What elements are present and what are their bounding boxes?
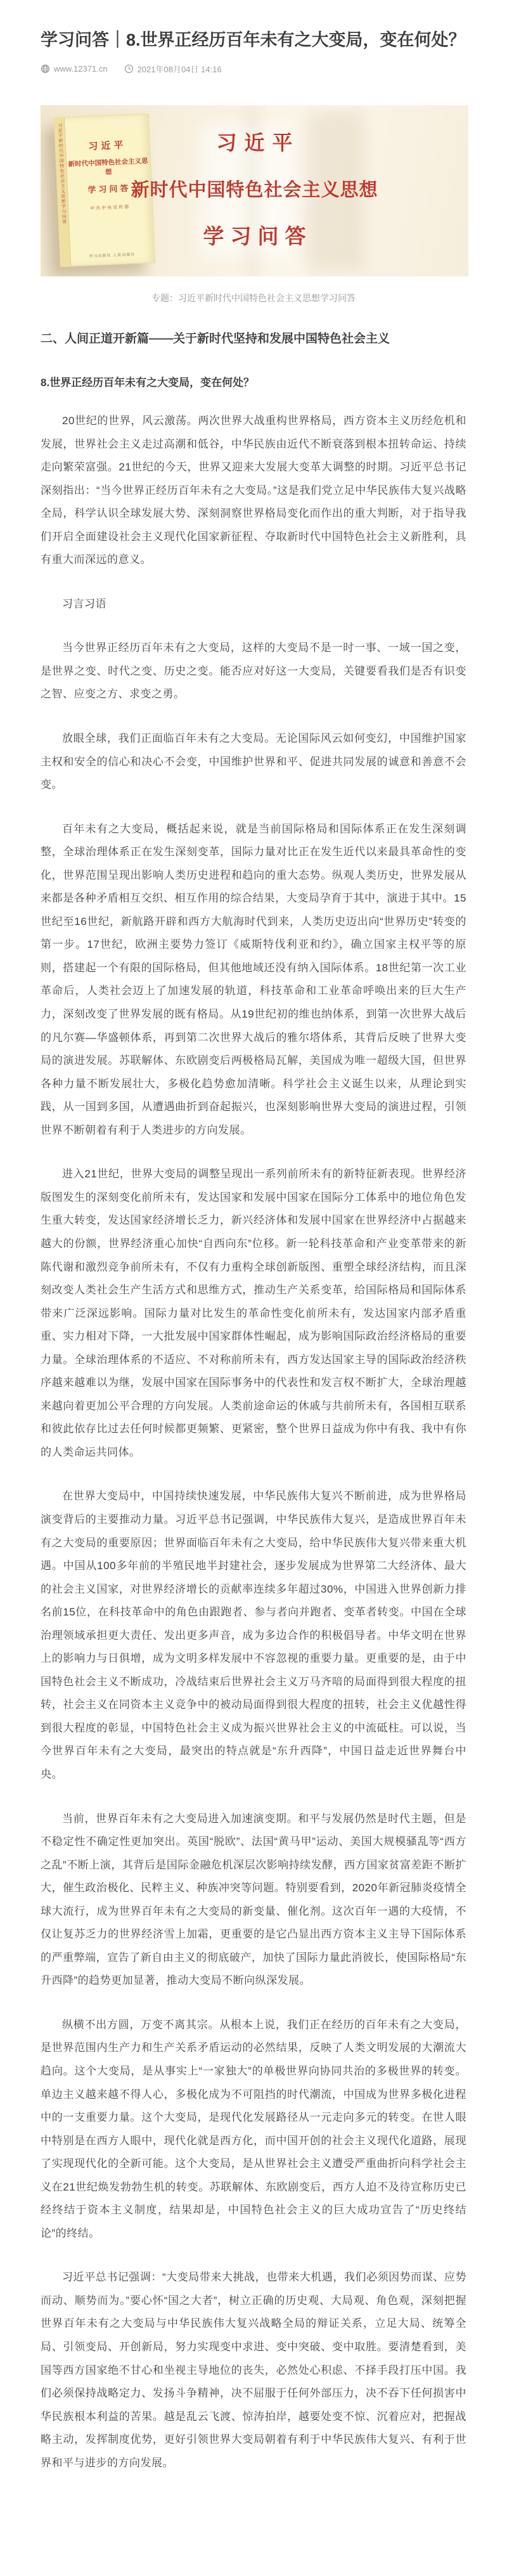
banner-headline-line1: 习近平: [216, 131, 300, 154]
meta-date-text: 2021年08月04日 14:16: [137, 64, 222, 74]
book-title-line2: 新时代中国特色社会主义思想: [68, 157, 148, 176]
image-caption: 专题：习近平新时代中国特色社会主义思想学习问答: [151, 292, 356, 303]
banner-headline-line2: 新时代中国特色社会主义思想: [131, 179, 378, 200]
clock-icon: [124, 64, 134, 74]
book-publishers: 学习出版社 人民出版社: [89, 252, 136, 259]
subheading-xiyan-xiyu: 习言习语: [62, 597, 106, 610]
page-title: 学习问答｜8.世界正经历百年未有之大变局，变在何处？: [41, 30, 466, 49]
meta-date: [124, 63, 222, 75]
meta-source-text: www.12371.cn: [54, 63, 108, 74]
banner-headline-line3: 学习问答: [203, 224, 312, 248]
article-paragraph: 习近平总书记强调：“大变局带来大挑战，也带来大机遇，我们必须因势而谋、应势而动、顺势而为。”要心怀“国之大者”，树立正确的历史观、大局观、角色观，深刻把握世界百年未有之大变局与中华民族伟大复兴战略全局的辩证关系，立足大局、统筹全局、引领变局、开创新局，努力实现变中求进、变中突破、变中取胜。要清楚看到，美国等西方国家绝不甘心和坐视主导地位的丧失，必然处心积虑、不择手段打压中国。我们必须保持战略定力、发扬斗争精神，决不屈服于任何外部压力，决不吞下任何损害中华民族根本利益的苦果。越是乱云飞渡、惊涛拍岸，越要处变不惊、沉着应对，把握战略主动，发挥制度优势，更好引领世界大变局朝着有利于中华民族伟大复兴、有利于世界和平与进步的方向发展。: [41, 2271, 466, 2469]
book-title-line3: 学习问答: [87, 183, 131, 195]
globe-icon: [41, 64, 50, 74]
book-subtitle: 中共中央宣传部: [90, 204, 131, 211]
article-paragraph: 当前，世界百年未有之大变局进入加速演变期。和平与发展仍然是时代主题，但是不稳定性不确定性更加突出。英国“脱欧”、法国“黄马甲”运动、美国大规模骚乱等“西方之乱”不断上演，其背后是国际金融危机深层次影响持续发酵，西方国家贫富差距不断扩大，催生政治极化、民粹主义、种族冲突等问题。特别要看到，2020年新冠肺炎疫情全球大流行，成为世界百年未有之大变局的新变量、催化剂。这次百年一遇的大疫情，不仅让复苏乏力的世界经济雪上加霜，更重要的是它凸显出西方资本主义主导下国际体系的严重弊端，宣告了新自由主义的彻底破产，加快了国际力量此消彼长，使国际格局“东升西降”的趋势更加显著，推动大变局不断向纵深发展。: [41, 1812, 466, 1987]
quote-paragraph: 当今世界正经历百年未有之大变局，这样的大变局不是一时一事、一域一国之变，是世界之变、时代之变、历史之变。能否应对好这一大变局，关键要看我们是否有识变之智、应变之方、求变之勇。: [41, 642, 466, 701]
meta-source: [41, 64, 108, 74]
article-paragraph: 纵横不出方圆，万变不离其宗。从根本上说，我们正在经历的百年未有之大变局，是世界范围内生产力和生产关系矛盾运动的必然结果，反映了人类文明发展的大潮流大趋向。这个大变局，是从事实上“一家独大”的单极世界向协同共治的多极世界的转变。单边主义越来越不得人心，多极化成为不可阻挡的时代潮流，中国成为世界多极化进程中的一支重要力量。这个大变局，是现代化发展路径从一元走向多元的转变。在世人眼中特别是在西方人眼中，现代化就是西方化，而中国开创的社会主义现代化道路，展现了实现现代化的全新可能。这个大变局，是从世界社会主义遭受严重曲折向科学社会主义在21世纪焕发勃勃生机的转变。苏联解体、东欧剧变后，西方人迫不及待宣称历史已经终结于资本主义制度，结果却是，中国特色社会主义的巨大成功宣告了“历史终结论”的终结。: [41, 2018, 466, 2239]
quote-paragraph: 放眼全球，我们正面临百年未有之大变局。无论国际风云如何变幻，中国维护国家主权和安全的信心和决心不会变，中国维护世界和平、促进共同发展的诚意和善意不会变。: [41, 732, 466, 791]
article-paragraph: 20世纪的世界，风云激荡。两次世界大战重构世界格局，西方资本主义历经危机和发展，世界社会主义走过高潮和低谷，中华民族由近代不断衰落到根本扭转命运、持续走向繁荣富强。21世纪的今天，世界又迎来大发展大变革大调整的时期。习近平总书记深刻指出：“当今世界正经历百年未有之大变局。”这是我们党立足中华民族伟大复兴战略全局，科学认识全球发展大势、深刻洞察世界格局变化而作出的重大判断，对于指导我们开启全面建设社会主义现代化国家新征程、夺取新时代中国特色社会主义新胜利，具有重大而深远的意义。: [41, 415, 466, 566]
book-title-line1: 习近平: [88, 139, 127, 152]
hero-banner-image: [41, 105, 468, 276]
question-heading: 8.世界正经历百年未有之大变局，变在何处？: [41, 377, 255, 389]
article-meta: [41, 63, 466, 75]
book-spine-text: 习近平新时代中国特色社会主义思想学习问答: [57, 122, 67, 224]
banner-headline: [41, 127, 468, 250]
article-paragraph: 在世界大变局中，中国持续快速发展，中华民族伟大复兴不断前进，成为世界格局演变背后的主要推动力量。习近平总书记强调，中华民族伟大复兴，是造成世界百年未有之大变局的重要原因；世界面临百年未有之大变局，给中华民族伟大复兴带来重大机遇。中国从100多年前的半殖民地半封建社会，逐步发展成为世界第二大经济体、最大的社会主义国家，对世界经济增长的贡献率连续多年超过30%，中国进入世界创新力排名前15位，在科技革命中的角色由跟跑者、参与者向并跑者、变革者转变。中国在全球治理领域承担更大责任、发出更多声音，成为多边合作的积极倡导者。中华文明在世界上的影响力与日俱增，成为文明多样发展中不容忽视的重要力量。更重要的是，由于中国特色社会主义不断成功，冷战结束后世界社会主义万马齐喑的局面得到很大程度的扭转，社会主义在同资本主义竞争中的被动局面得到很大程度的扭转，社会主义优越性得到很大程度的彰显，中国特色社会主义成为振兴世界社会主义的中流砥柱。可以说，当今世界百年未有之大变局，最突出的特点就是“东升西降”，中国日益走近世界舞台中央。: [41, 1490, 466, 1780]
article-paragraph: 百年未有之大变局，概括起来说，就是当前国际格局和国际体系正在发生深刻调整，全球治理体系正在发生深刻变革，国际力量对比正在发生近代以来最具革命性的变化，世界范围呈现出影响人类历史进程和趋向的重大态势。纵观人类历史，世界发展从来都是各种矛盾相互交织、相互作用的综合结果，大变局孕育于其中，演进于其中。15世纪至16世纪，新航路开辟和西方大航海时代到来，人类历史迈出向“世界历史”转变的第一步。17世纪，欧洲主要势力签订《威斯特伐利亚和约》，确立国家主权平等的原则，搭建起一个有限的国际格局，但其他地域还没有纳入国际体系。18世纪第一次工业革命后，人类社会迈上了加速发展的轨道，科技革命和工业革命呼唤出来的巨大生产力，深刻改变了世界发展的既有格局。从19世纪初的维也纳体系，到第一次世界大战后的凡尔赛—华盛顿体系，再到第二次世界大战后的雅尔塔体系，其背后反映了世界大变局的演进发展。苏联解体、东欧剧变后两极格局瓦解，美国成为唯一超级大国，但世界各种力量不断发展壮大，多极化趋势愈加清晰。科学社会主义诞生以来，从理论到实践，从一国到多国，从遭遇曲折到奋起振兴，也深刻影响世界大变局的演进过程，引领世界不断朝着有利于人类进步的方向发展。: [41, 822, 466, 1136]
article-container: [41, 0, 466, 2504]
section-heading: 二、人间正道开新篇——关于新时代坚持和发展中国特色社会主义: [41, 332, 390, 346]
article-paragraph: 进入21世纪，世界大变局的调整呈现出一系列前所未有的新特征新表现。世界经济版图发生的深刻变化前所未有，发达国家和发展中国家在国际分工体系中的地位角色发生重大转变，发达国家经济增长乏力，新兴经济体和发展中国家在世界经济中占据越来越大的份额，世界经济重心加快“自西向东”位移。新一轮科技革命和产业变革带来的新陈代谢和激烈竞争前所未有，不仅有力重构全球创新版图、重塑全球经济结构，而且深刻改变人类社会生产生活方式和思维方式，推动生产关系变革，给国际格局和国际体系带来广泛深远影响。国际力量对比发生的革命性变化前所未有，发达国家内部矛盾重重、实力相对下降，一大批发展中国家群体性崛起，成为影响国际政治经济格局的重要力量。全球治理体系的不适应、不对称前所未有，西方发达国家主导的国际政治经济秩序越来越难以为继，发展中国家在国际事务中的代表性和发言权不断扩大，全球治理越来越向着更加公平合理的方向发展。人类前途命运的休戚与共前所未有，各国相互联系和彼此依存比过去任何时候都更频繁、更紧密，整个世界日益成为你中有我、我中有你的人类命运共同体。: [41, 1168, 466, 1458]
